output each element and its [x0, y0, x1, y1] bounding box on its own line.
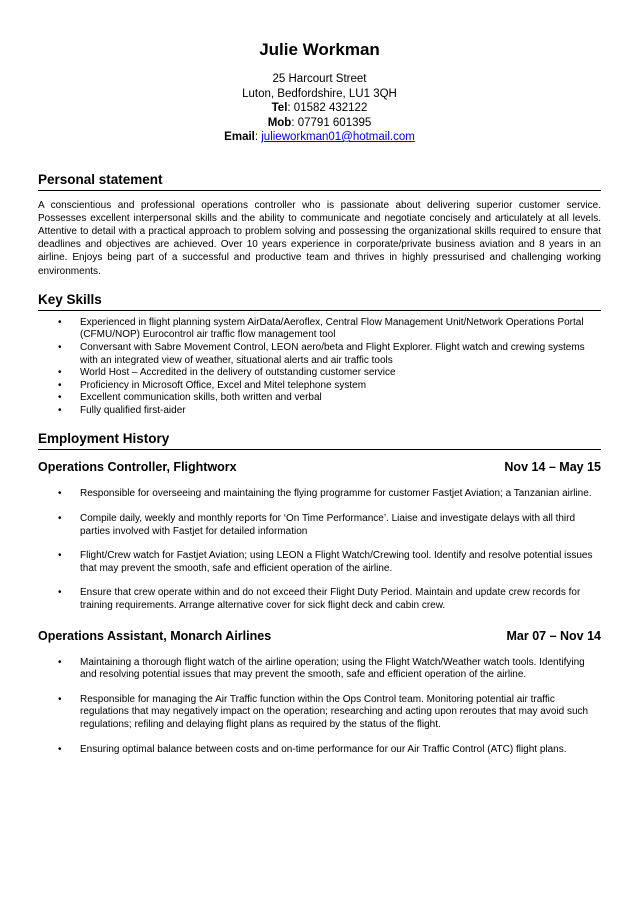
- key-skills-title: Key Skills: [38, 292, 601, 311]
- job-dates: Nov 14 – May 15: [504, 460, 601, 475]
- list-item: • Responsible for managing the Air Traffic function within the Ops Control team. Monitoring potential air traffic regulations that may negatively impact on the operation; researching and acting upon reroutes that may avoid such regulations; refiling and delaying flight plans as required by the status of the flight.: [38, 694, 601, 732]
- job-role: Operations Assistant, Monarch Airlines: [38, 628, 272, 643]
- list-item: • Experienced in flight planning system AirData/Aeroflex, Central Flow Management Unit/Network Operations Portal (CFMU/NOP) Eurocontrol air traffic flow management tool: [38, 317, 601, 342]
- job-duties-list: [38, 488, 601, 612]
- tel-label: Tel: [271, 102, 288, 114]
- list-item: • Flight/Crew watch for Fastjet Aviation; using LEON a Flight Watch/Crewing tool. Identify and resolve potential issues that may prevent the smooth, safe and efficient operation of the airline.: [38, 550, 601, 575]
- email-label: Email: [224, 131, 255, 143]
- tel-value: : 01582 432122: [287, 102, 368, 114]
- list-item: • Proficiency in Microsoft Office, Excel and Mitel telephone system: [38, 380, 601, 393]
- mob-label: Mob: [267, 116, 292, 129]
- list-item: • Excellent communication skills, both written and verbal: [38, 392, 601, 405]
- job-role: Operations Controller, Flightworx: [38, 460, 237, 475]
- list-item: • World Host – Accredited in the delivery of outstanding customer service: [38, 367, 601, 380]
- telephone: [38, 101, 601, 116]
- list-item: • Ensuring optimal balance between costs and on-time performance for our Air Traffic Control (ATC) flight plans.: [38, 744, 601, 757]
- list-item: • Fully qualified first-aider: [38, 405, 601, 418]
- mobile: [38, 116, 601, 131]
- candidate-name: Julie Workman: [259, 40, 380, 59]
- job-header: [38, 460, 601, 475]
- address-line-1: 25 Harcourt Street: [272, 73, 367, 85]
- list-item: • Conversant with Sabre Movement Control, LEON aero/beta and Flight Explorer. Flight watch and crewing systems with an integrated view of weather, situational alerts and air traffic tools: [38, 342, 601, 367]
- list-item: • Ensure that crew operate within and do not exceed their Flight Duty Period. Maintain and update crew records for training requirements. Arrange alternative cover for sick flight deck and cabin crew.: [38, 587, 601, 612]
- job-dates: Mar 07 – Nov 14: [506, 628, 601, 643]
- resume-page: [38, 0, 601, 768]
- personal-statement-title: Personal statement: [38, 172, 601, 191]
- resume-header: [38, 40, 601, 145]
- list-item: • Responsible for overseeing and maintaining the flying programme for customer Fastjet Aviation; a Tanzanian airline.: [38, 488, 601, 501]
- job-header: [38, 629, 601, 644]
- personal-statement-text: A conscientious and professional operations controller who is passionate about delivering superior customer service. Possesses excellent interpersonal skills and the ability to communicate and negotiate concisely and articulately at all levels. Attentive to detail with a practical approach to problem solving and possessing the organizational skills required to ensure that deadlines and objectives are achieved. Over 10 years experience in corporate/private business aviation and 8 years in an airline. Enjoys being part of a successful and productive team and thrives in highly pressurised and challenging working environments.: [38, 199, 601, 277]
- list-item: • Maintaining a thorough flight watch of the airline operation; using the Flight Watch/Weather watch tools. Identifying and resolving potential issues that may prevent the smooth, safe and efficient operation of the airline.: [38, 657, 601, 682]
- list-item: • Compile daily, weekly and monthly reports for ‘On Time Performance’. Liaise and investigate delays with all third parties involved with Fastjet for detailed information: [38, 513, 601, 538]
- email-link[interactable]: julieworkman01@hotmail.com: [261, 131, 415, 143]
- job-duties-list: [38, 657, 601, 757]
- employment-history-title: Employment History: [38, 431, 601, 450]
- email: [38, 130, 601, 145]
- key-skills-list: [38, 317, 601, 418]
- mob-value: : 07791 601395: [291, 116, 372, 129]
- address-line-2: Luton, Bedfordshire, LU1 3QH: [242, 87, 397, 100]
- email-separator: :: [254, 131, 262, 143]
